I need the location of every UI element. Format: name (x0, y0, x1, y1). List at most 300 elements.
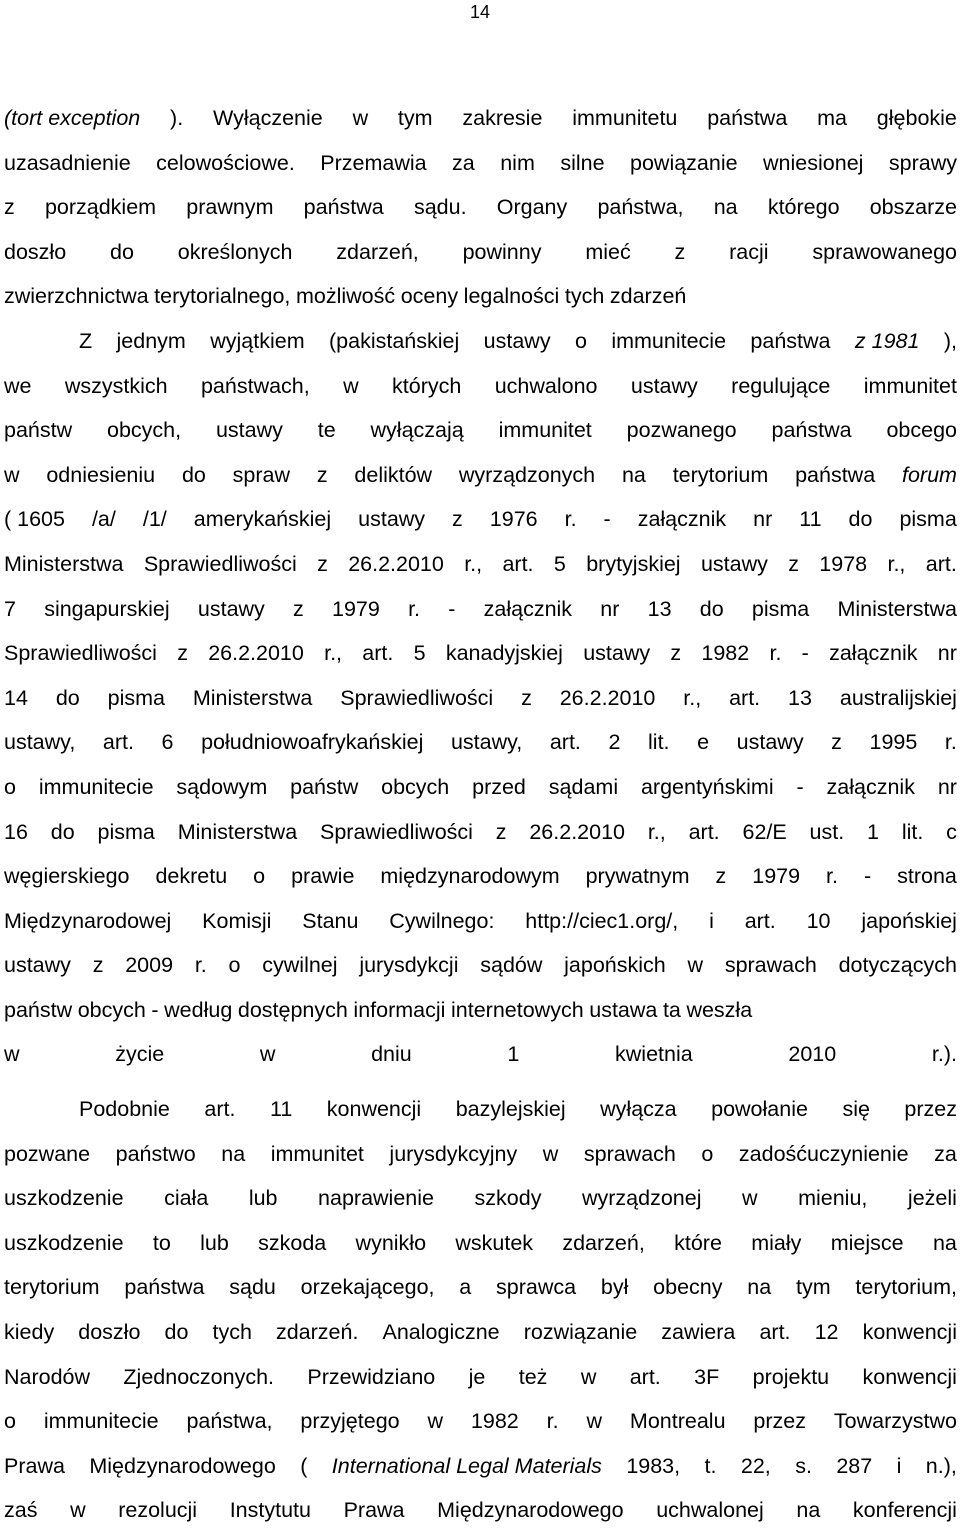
word: zaś (4, 1498, 38, 1523)
word: ma (817, 106, 847, 130)
word: możliwość (295, 284, 396, 309)
word: uchwalono (494, 373, 598, 398)
word: zdarzeń, (562, 1230, 645, 1255)
text-line (4, 945, 957, 990)
word: r., (324, 641, 343, 666)
word: http://ciec1.org/, (525, 908, 679, 933)
word: z (715, 864, 727, 889)
word: obcych (77, 997, 146, 1022)
word: z (317, 551, 328, 576)
word: obcych, (106, 418, 182, 443)
word: 1979 (332, 596, 380, 621)
word: do (699, 596, 724, 621)
word: ciała (164, 1186, 209, 1211)
word: ustawy (700, 551, 768, 576)
text-line (4, 1178, 957, 1223)
word: lub (248, 1186, 278, 1211)
text-line (4, 410, 957, 455)
word: r., (683, 685, 702, 710)
word: rezolucji (118, 1498, 198, 1523)
word: Przewidziano (307, 1364, 436, 1389)
word: prywatnym (585, 864, 690, 889)
word: państw (4, 418, 73, 443)
word: (pakistańskiej (329, 328, 460, 353)
word: deliktów (354, 462, 433, 487)
word: miały (751, 1230, 802, 1255)
text-line (4, 1134, 957, 1179)
word: się (842, 1097, 870, 1122)
text-line (4, 143, 957, 188)
word: immunitet (498, 418, 592, 443)
word: weszła (686, 997, 753, 1022)
word: 6 (161, 730, 174, 755)
text-line (4, 187, 957, 232)
word: Przemawia (320, 150, 427, 175)
text-line (4, 1490, 957, 1535)
word: zwierzchnictwa (4, 284, 149, 309)
word: według (164, 997, 233, 1022)
word: szkody (474, 1186, 542, 1211)
word: australijskiej (839, 685, 957, 710)
word: w (580, 1364, 597, 1389)
word: art. (362, 641, 394, 666)
word: Ministerstwa (837, 596, 957, 621)
text-line (4, 767, 957, 812)
text-line (4, 1312, 957, 1357)
word: rozwiązanie (523, 1320, 638, 1345)
word: o (228, 953, 241, 978)
word: 1983, (626, 1453, 681, 1478)
word: wyjątkiem (210, 328, 305, 353)
word: mieniu, (798, 1186, 868, 1211)
word: ), (943, 328, 957, 353)
word: legalności (463, 284, 560, 309)
word: w (343, 373, 359, 398)
word: Instytutu (229, 1498, 311, 1523)
word: Wyłączenie (213, 106, 323, 130)
word: terytorialnego, (154, 284, 291, 309)
word: - (448, 596, 456, 621)
word: dekretu (155, 864, 228, 889)
word: wszystkich (64, 373, 168, 398)
word: państw (4, 997, 73, 1022)
word: 26.2.2010 (559, 685, 656, 710)
word: jednym (116, 328, 186, 353)
text-line (4, 1223, 957, 1268)
text-line (4, 1034, 957, 1079)
word: powiązanie (630, 150, 738, 175)
word: z (521, 685, 532, 710)
word: terytorium (672, 462, 769, 487)
word: art. (502, 551, 534, 576)
word: tym (397, 106, 433, 130)
word: - (796, 774, 804, 799)
word: tym (795, 1275, 831, 1300)
paragraph (4, 98, 957, 321)
word: ustawy (358, 507, 426, 532)
word: 12 (814, 1320, 839, 1345)
word: r., (647, 819, 666, 844)
word: szkoda (258, 1230, 327, 1255)
word: w (70, 1498, 86, 1523)
word: w (259, 1042, 276, 1067)
word: na (713, 195, 738, 220)
word: Ministerstwa (192, 685, 313, 710)
word: w (4, 462, 20, 487)
word: - (151, 997, 159, 1022)
word: ustawy (215, 418, 283, 443)
word: - (863, 864, 872, 889)
word: Ministerstwa (177, 819, 298, 844)
word: immunitet (863, 373, 957, 398)
word: 1982 (470, 1409, 519, 1434)
word: nr (937, 641, 957, 666)
word: do (50, 819, 75, 844)
word: miejsce (830, 1230, 904, 1255)
text-line (4, 455, 957, 500)
word: - (603, 507, 611, 532)
word: ustawy (583, 641, 651, 666)
word: 26.2.2010 (529, 819, 625, 844)
text-line (4, 1446, 957, 1491)
word: 22, (740, 1453, 771, 1478)
word: 13 (788, 685, 812, 710)
word: których (392, 373, 462, 398)
word: państwa (707, 106, 788, 130)
word: naprawienie (318, 1186, 434, 1211)
word: tych (564, 284, 605, 309)
word: 13 (647, 596, 672, 621)
word: r. (546, 1409, 559, 1434)
word: ustawy, (450, 730, 523, 755)
text-line (4, 901, 957, 946)
word: Prawa (4, 1453, 65, 1478)
word: konwencji (862, 1364, 957, 1389)
word: je (468, 1364, 486, 1389)
word: z (4, 195, 15, 220)
word: sądowym (176, 774, 268, 799)
word: art. (688, 819, 720, 844)
word: z (788, 551, 799, 576)
word: pisma (107, 685, 165, 710)
text-line (4, 678, 957, 723)
word: ustawy (197, 596, 265, 621)
word: r., (887, 551, 906, 576)
word: oceny (400, 284, 459, 309)
word: pisma (899, 507, 957, 532)
word: sprawach (583, 1141, 676, 1166)
word: Podobnie (79, 1097, 170, 1122)
word: z 1981 (854, 328, 920, 353)
word: Prawa (343, 1498, 405, 1523)
word: art. (759, 1320, 791, 1345)
word: 16 (4, 819, 28, 844)
text-line (4, 232, 957, 277)
word: /1/ (142, 507, 167, 532)
word: ( (300, 1453, 308, 1478)
word: z (316, 462, 328, 487)
word: 287 (836, 1453, 873, 1478)
word: z (831, 730, 842, 755)
word: immunitecie (43, 1409, 159, 1434)
word: informacji (353, 997, 446, 1022)
word: internetowych (451, 997, 584, 1022)
word: wyrządzonych (458, 462, 596, 487)
word: r. (826, 864, 838, 889)
word: Komisji (202, 908, 272, 933)
word: w (542, 1141, 559, 1166)
word: forum (901, 462, 957, 487)
word: powołanie (711, 1097, 808, 1122)
word: nr (937, 774, 957, 799)
word: ustawy (736, 730, 804, 755)
text-line (4, 321, 957, 366)
word: nr (753, 507, 773, 532)
word: węgierskiego (4, 864, 130, 889)
word: i (709, 908, 714, 933)
word: zdarzeń. (275, 1320, 359, 1345)
word: na (221, 1141, 246, 1166)
text-line (4, 1089, 957, 1134)
word: zawiera (661, 1320, 736, 1345)
document-body (4, 98, 957, 1535)
word: odniesieniu (46, 462, 156, 487)
word: kanadyjskiej (445, 641, 563, 666)
word: 10 (806, 908, 831, 933)
word: z (293, 596, 304, 621)
word: 14 (4, 685, 28, 710)
word: Sprawiedliwości (340, 685, 494, 710)
word: Cywilnego: (389, 908, 495, 933)
word: do (848, 507, 873, 532)
word: art. (102, 730, 134, 755)
word: pozwane (4, 1141, 91, 1166)
word: Międzynarodowej (4, 908, 172, 933)
word: z (452, 507, 463, 532)
word: 7 (4, 596, 16, 621)
word: o (701, 1141, 714, 1166)
word: immunitecie (611, 328, 727, 353)
word: wyłącza (600, 1097, 677, 1122)
word: głębokie (876, 106, 957, 130)
word: International Legal Materials (331, 1453, 602, 1478)
word: wynikło (355, 1230, 427, 1255)
word: sprawach (724, 953, 817, 978)
word: zdarzeń, (336, 239, 419, 264)
word: państwach, (200, 373, 310, 398)
word: r. (194, 953, 207, 978)
word: r., (464, 551, 483, 576)
word: art. (729, 685, 761, 710)
word: w (586, 1409, 603, 1434)
word: przez (753, 1409, 806, 1434)
word: silne (560, 150, 605, 175)
text-line (4, 633, 957, 678)
text-line (4, 589, 957, 634)
word: art. (629, 1364, 661, 1389)
word: immunitet (270, 1141, 364, 1166)
word: 1982 (701, 641, 750, 666)
word: na (747, 1275, 772, 1300)
word: japońskich (564, 953, 666, 978)
word: południowoafrykańskiej (201, 730, 424, 755)
word: celowościowe. (156, 150, 295, 175)
word: z (674, 239, 686, 264)
word: art. (925, 551, 957, 576)
word: z (92, 953, 104, 978)
word: 11 (269, 1097, 293, 1122)
word: na (796, 1498, 821, 1523)
word: kwietnia (615, 1042, 693, 1067)
word: przed (472, 774, 526, 799)
word: porządkiem (44, 195, 157, 220)
word: pozwanego (626, 418, 737, 443)
word: t. (704, 1453, 717, 1478)
word: ta (662, 997, 681, 1022)
text-line (4, 722, 957, 767)
word: tych (212, 1320, 252, 1345)
word: do (164, 1320, 189, 1345)
word: wniesionej (763, 150, 864, 175)
word: jurysdykcyjny (389, 1141, 518, 1166)
word: w (352, 106, 369, 130)
word: art. (204, 1097, 236, 1122)
word: c (946, 819, 957, 844)
word: Międzynarodowego (437, 1498, 624, 1523)
word: s. (795, 1453, 812, 1478)
word: immunitecie (38, 774, 154, 799)
word: doszło (4, 239, 67, 264)
word: państwa (124, 1275, 205, 1300)
word: w (687, 953, 704, 978)
word: argentyńskimi (640, 774, 774, 799)
word: ustawy (483, 328, 551, 353)
word: we (4, 373, 32, 398)
word: doszło (78, 1320, 141, 1345)
word: powinny (462, 239, 542, 264)
word: 26.2.2010 (348, 551, 444, 576)
word: państwa (771, 418, 852, 443)
word: Zjednoczonych. (123, 1364, 275, 1389)
word: dotyczących (838, 953, 957, 978)
word: Analogiczne (382, 1320, 500, 1345)
word: ust. (809, 819, 845, 844)
word: i (896, 1453, 902, 1478)
word: terytorium (4, 1275, 100, 1300)
text-line (4, 1267, 957, 1312)
word: Ministerstwa (4, 551, 124, 576)
word: Z (79, 328, 93, 353)
paragraph (4, 321, 957, 1079)
word: 2009 (125, 953, 174, 978)
word: Towarzystwo (833, 1409, 957, 1434)
word: jurysdykcji (359, 953, 459, 978)
word: 11 (799, 507, 822, 532)
text-line (4, 1401, 957, 1446)
word: 1978 (819, 551, 868, 576)
word: państwa (795, 462, 876, 487)
word: zadośćuczynienie (738, 1141, 909, 1166)
word: pisma (751, 596, 810, 621)
word: konferencji (852, 1498, 957, 1523)
word: sądu. (413, 195, 467, 220)
word: n.), (925, 1453, 957, 1478)
word: singapurskiej (44, 596, 170, 621)
word: nim (500, 150, 535, 175)
word: Sprawiedliwości (319, 819, 473, 844)
word: lit. (648, 730, 670, 755)
word: e (697, 730, 710, 755)
word: zdarzeń (609, 284, 687, 309)
word: kiedy (4, 1320, 55, 1345)
word: Narodów (4, 1364, 91, 1389)
word: prawnym (186, 195, 274, 220)
word: zakresie (462, 106, 543, 130)
word: do (181, 462, 206, 487)
word: którego (767, 195, 840, 220)
word: ( 1605 (4, 507, 65, 532)
word: państwa (750, 328, 831, 353)
word: art. (549, 730, 581, 755)
word: bazylejskiej (455, 1097, 566, 1122)
word: racji (729, 239, 769, 264)
word: państw (290, 774, 359, 799)
word: projektu (752, 1364, 830, 1389)
word: amerykańskiej (193, 507, 332, 532)
word: obszarze (869, 195, 957, 220)
word: 1979 (752, 864, 801, 889)
word: przyjętego (300, 1409, 400, 1434)
word: uchwalonej (656, 1498, 764, 1523)
word: sądu (229, 1275, 276, 1300)
word: 2010 (788, 1042, 837, 1067)
word: za (934, 1141, 957, 1166)
word: r. (564, 507, 577, 532)
word: (tort exception (4, 106, 141, 130)
text-line (4, 366, 957, 411)
word: obcego (886, 418, 957, 443)
word: brytyjskiej (586, 551, 681, 576)
word: konwencji (326, 1097, 422, 1122)
word: spraw (232, 462, 291, 487)
word: do (55, 685, 80, 710)
word: załącznik (483, 596, 573, 621)
word: w (4, 1042, 20, 1067)
word: jeżeli (907, 1186, 957, 1211)
word: o (253, 864, 266, 889)
word: Organy (496, 195, 568, 220)
paragraph (4, 1089, 957, 1535)
word: załącznik (826, 774, 915, 799)
word: państwa, (186, 1409, 273, 1434)
word: sądów (480, 953, 543, 978)
word: orzekającego, (300, 1275, 435, 1300)
word: w (742, 1186, 758, 1211)
text-line (4, 812, 957, 857)
word: 5 (553, 551, 566, 576)
word: Stanu (302, 908, 359, 933)
word: sprawowanego (812, 239, 957, 264)
word: 5 (413, 641, 426, 666)
word: lub (200, 1230, 229, 1255)
word: Montrealu (629, 1409, 726, 1434)
word: do (109, 239, 134, 264)
word: 1 (507, 1042, 520, 1067)
word: sprawca (496, 1275, 577, 1300)
word: o (4, 774, 16, 799)
text-line (4, 544, 957, 589)
word: uszkodzenie (4, 1230, 124, 1255)
